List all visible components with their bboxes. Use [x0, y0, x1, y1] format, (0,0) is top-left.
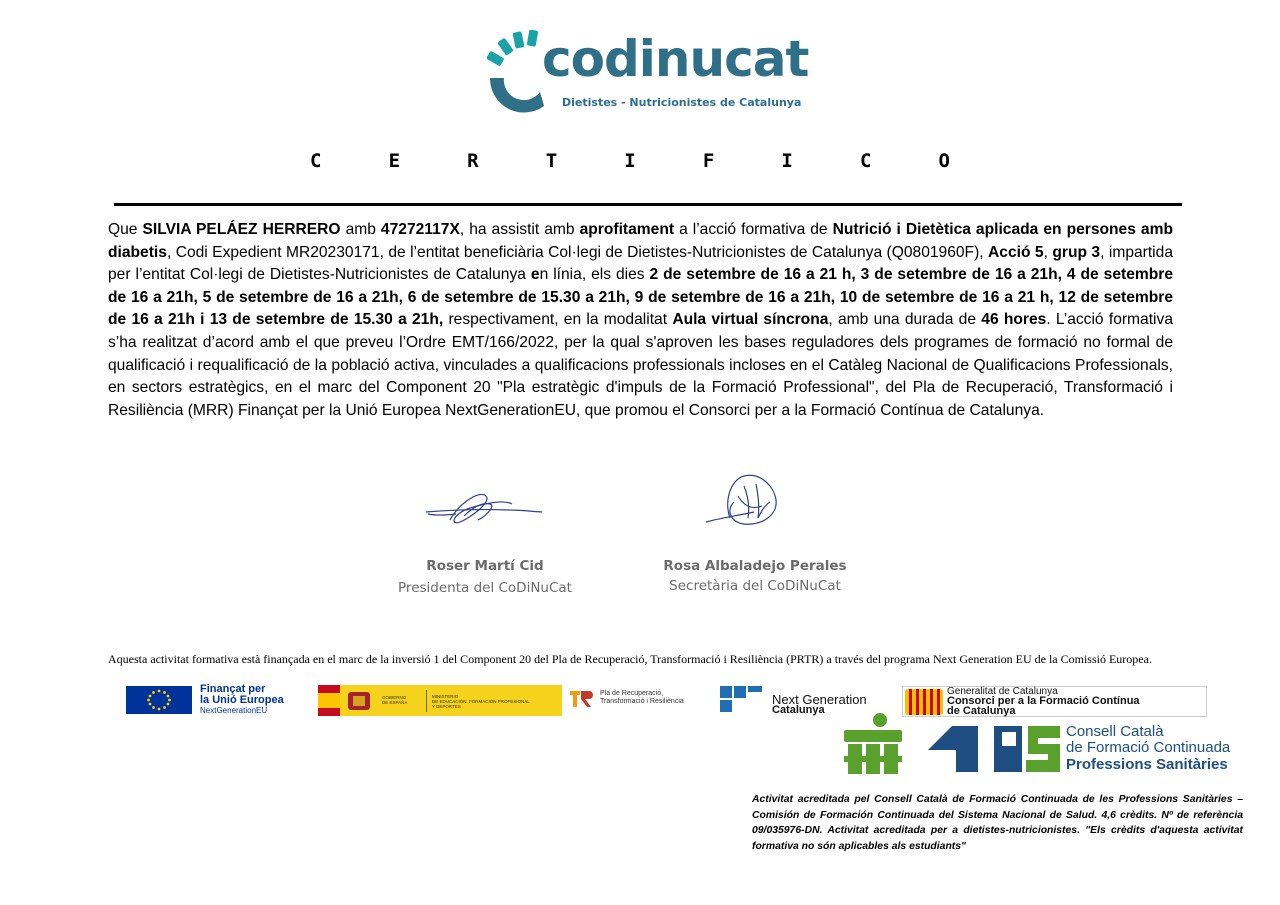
ministerio-line3: Y DEPORTES [432, 704, 461, 709]
accreditation-text: Activitat acreditada pel Consell Català de Formació Continuada de les Professions Sanitàries – Comisión de Formación Continuada del Sistema Nacional de Salud. 4,6 crèdits. Nº de referència 09/035976-DN. Activitat acreditada per a dietistes-nutricionistes. [752, 794, 1243, 836]
course-duration: 46 hores [981, 311, 1047, 329]
logo-wordmark: codinucat [542, 30, 809, 88]
consell-catala-formacio-logo [928, 722, 1244, 776]
title-letter: E [388, 150, 401, 172]
eu-text-line3: NextGenerationEU [200, 706, 268, 715]
ministerio-line2: DE EDUCACIÓN, FORMACIÓN PROFESIONAL [432, 699, 530, 704]
consell-line2: de Formació Continuada [1066, 739, 1231, 756]
consell-line3: Professions Sanitàries [1066, 756, 1228, 773]
logo-subtitle: Dietistes - Nutricionistes de Catalunya [562, 96, 802, 109]
certificate-body [108, 219, 1173, 422]
sns-continuing-education-logo [840, 712, 906, 776]
body-text: n línia, els dies [539, 266, 650, 284]
body-text: a l’acció formativa de [674, 221, 833, 238]
group-number: grup 3 [1052, 243, 1101, 261]
title-letter: I [624, 150, 636, 172]
assessment-result: aprofitament [579, 221, 675, 238]
title-letter: O [938, 150, 950, 172]
prtr-line2: Transformació i Resiliència [600, 698, 684, 705]
body-text: , impartida per l’entitat Col·legi de Dietistes-Nutricionistes de Catalunya [108, 243, 1173, 284]
title-divider [114, 203, 1182, 206]
participant-name: SILVIA PELÁEZ HERRERO [142, 221, 341, 238]
gobierno-line1: GOBIERNO [382, 695, 407, 700]
accreditation-quote: "Els crèdits d'aquesta activitat formativa no són aplicables als estudiants" [752, 825, 1243, 852]
ngc-blocks-icon [720, 686, 764, 714]
course-name: Nutrició i Dietètica aplicada en persones amb diabetis [108, 221, 1173, 261]
ps-mark-icon [928, 722, 1060, 776]
body-text: . L’acció formativa s’ha realitzat d’acord amb el que preveu l’Ordre EMT/166/2022, per la qual s'aproven les bases reguladores dels programes de formació no formal de qualificació i requalificació de la població activa, vinculades a qualificacions professionals incloses en el Catàleg Nacional de Qualificacions Professionals, en sectors estratègics, en el marc del Component 20 "Pla estratègic d'impuls de la Formació Professional", del Pla de Recuperació, Transformació i Resiliència (MRR) Finançat per la Unió Europea NextGenerationEU, que promou el Consorci per a la Formació Contínua de Catalunya. [108, 311, 1173, 419]
signatory-name: Roser Martí Cid [426, 558, 544, 574]
generalitat-consorci-logo [902, 686, 1207, 717]
title-letter: C [310, 150, 322, 172]
logo-c-icon [484, 26, 548, 118]
course-modality: Aula virtual síncrona [672, 311, 829, 329]
body-text: , [1043, 243, 1053, 261]
participant-id: 47272117X [380, 221, 460, 238]
accreditation-note [752, 792, 1243, 854]
eu-text-line2: la Unió Europea [200, 694, 284, 706]
funding-note: Aquesta activitat formativa està finançada en el marc de la inversió 1 del Component 20 del Pla de Recuperació, Transformació i Resiliència (PRTR) a través del programa Next Generation EU de la Comissió Europea. [108, 652, 1152, 666]
catalan-flag-icon [905, 689, 943, 715]
prtr-logo [568, 686, 714, 716]
generalitat-line1: Generalitat de Catalunya [947, 686, 1058, 697]
ministerio-line1: MINISTERIO [432, 694, 459, 699]
body-text: , ha assistit amb [459, 221, 580, 238]
title-letter: F [702, 150, 715, 172]
signatory-role: Secretària del CoDiNuCat [669, 578, 841, 594]
action-number: Acció 5 [988, 243, 1044, 261]
ngc-line1: Next Generation [772, 692, 867, 707]
ngc-line2: Catalunya [772, 704, 825, 716]
title-letter: R [467, 150, 479, 172]
title-letter: C [859, 150, 872, 172]
eu-funding-logo [126, 683, 316, 716]
signatory-role: Presidenta del CoDiNuCat [398, 580, 572, 596]
body-text: amb [340, 221, 381, 238]
signature-image-roser [420, 482, 550, 532]
generalitat-line3: de Catalunya [947, 705, 1016, 717]
body-text: respectivament, en la modalitat [443, 311, 673, 329]
spain-flag-icon [318, 685, 340, 716]
spain-government-logo [318, 685, 562, 716]
body-text: Que [108, 221, 143, 238]
body-text-bold: e [530, 266, 540, 284]
consell-line1: Consell Català [1066, 723, 1164, 740]
signatory-name: Rosa Albaladejo Perales [663, 558, 847, 574]
logo-divider [426, 690, 427, 712]
body-text: , amb una durada de [828, 311, 982, 329]
eu-text-line1: Finançat per [200, 683, 266, 695]
codinucat-logo [484, 26, 809, 118]
prtr-line1: Pla de Recuperació, [600, 690, 664, 697]
prtr-mark-icon [570, 689, 594, 709]
signature-image-rosa [700, 466, 790, 536]
coat-of-arms-icon [344, 689, 374, 713]
course-dates: 2 de setembre de 16 a 21 h, 3 de setembre de 16 a 21h, 4 de setembre de 16 a 21h, 5 de setembre de 16 a 21h, 6 de setembre de 15.30 a 21h, 9 de setembre de 16 a 21h, 10 de setembre de 16 a 21 h, 12 de setembre de 16 a 21h i 13 de setembre de 15.30 a 21h, [108, 266, 1173, 329]
certificate-title [310, 150, 950, 172]
title-letter: T [545, 150, 558, 172]
body-text: , Codi Expedient MR20230171, de l’entitat beneficiària Col·legi de Dietistes-Nutricionistes de Catalunya (Q0801960F), [166, 243, 989, 261]
gobierno-line2: DE ESPAÑA [382, 700, 408, 705]
title-letter: I [781, 150, 793, 172]
generalitat-line2: Consorci per a la Formació Contínua [947, 695, 1140, 707]
eu-flag-icon [126, 686, 192, 714]
